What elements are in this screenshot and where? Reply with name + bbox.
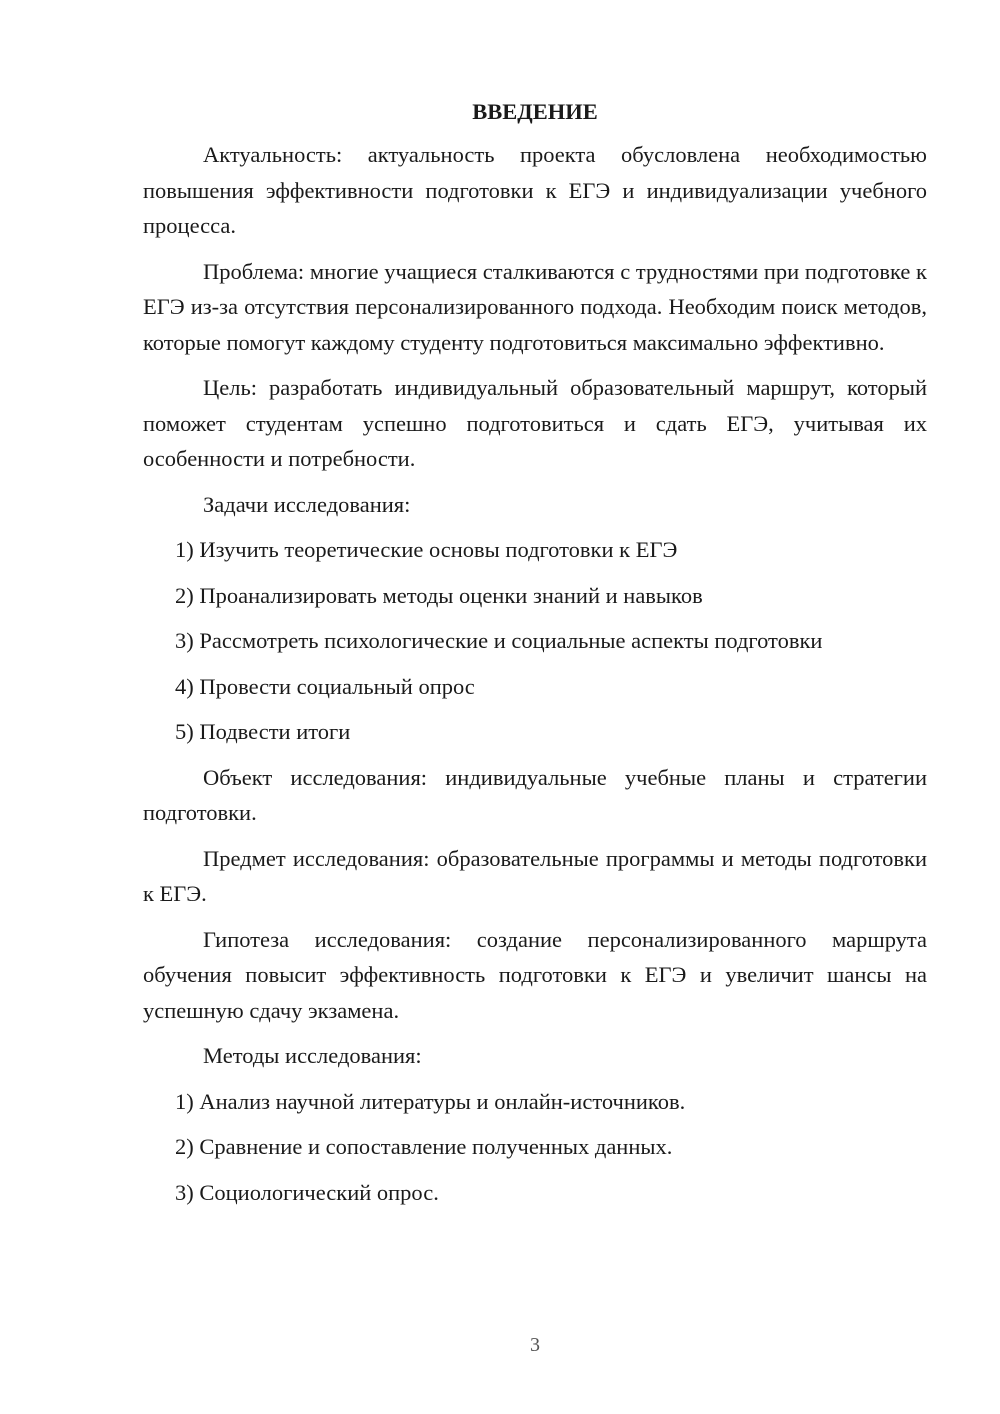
problem-paragraph: Проблема: многие учащиеся сталкиваются с трудностями при подготовке к ЕГЭ из-за отсутствия персонализированного подхода. Необходим поиск методов, которые помогут каждому студенту подготовиться максимально эффективно.	[143, 258, 927, 355]
methods-list	[143, 1084, 927, 1211]
method-item: 3) Социологический опрос.	[175, 1179, 439, 1205]
methods-heading: Методы исследования:	[203, 1043, 422, 1068]
tasks-heading: Задачи исследования:	[203, 491, 411, 517]
task-item: 1) Изучить теоретические основы подготовки к ЕГЭ	[175, 537, 678, 562]
task-item: 2) Проанализировать методы оценки знаний и навыков	[175, 582, 703, 608]
subject-paragraph: Предмет исследования: образовательные программы и методы подготовки к ЕГЭ.	[143, 845, 927, 906]
task-item: 5) Подвести итоги	[175, 719, 351, 744]
method-item: 1) Анализ научной литературы и онлайн-источников.	[175, 1088, 686, 1114]
document-body	[143, 96, 927, 1220]
task-item: 4) Провести социальный опрос	[175, 673, 475, 699]
object-paragraph: Объект исследования: индивидуальные учебные планы и стратегии подготовки.	[143, 764, 927, 825]
goal-paragraph: Цель: разработать индивидуальный образовательный маршрут, который поможет студентам успешно подготовиться и сдать ЕГЭ, учитывая их особенности и потребности.	[143, 375, 927, 471]
hypothesis-paragraph: Гипотеза исследования: создание персонализированного маршрута обучения повысит эффективность подготовки к ЕГЭ и увеличит шансы на успешную сдачу экзамена.	[143, 926, 927, 1023]
method-item: 2) Сравнение и сопоставление полученных данных.	[175, 1134, 673, 1159]
page-number: 3	[530, 1334, 540, 1356]
tasks-list	[143, 532, 927, 750]
relevance-paragraph: Актуальность: актуальность проекта обусловлена необходимостью повышения эффективности подготовки к ЕГЭ и индивидуализации учебного процесса.	[143, 142, 927, 238]
section-title: ВВЕДЕНИЕ	[472, 99, 598, 124]
task-item: 3) Рассмотреть психологические и социальные аспекты подготовки	[175, 628, 823, 653]
